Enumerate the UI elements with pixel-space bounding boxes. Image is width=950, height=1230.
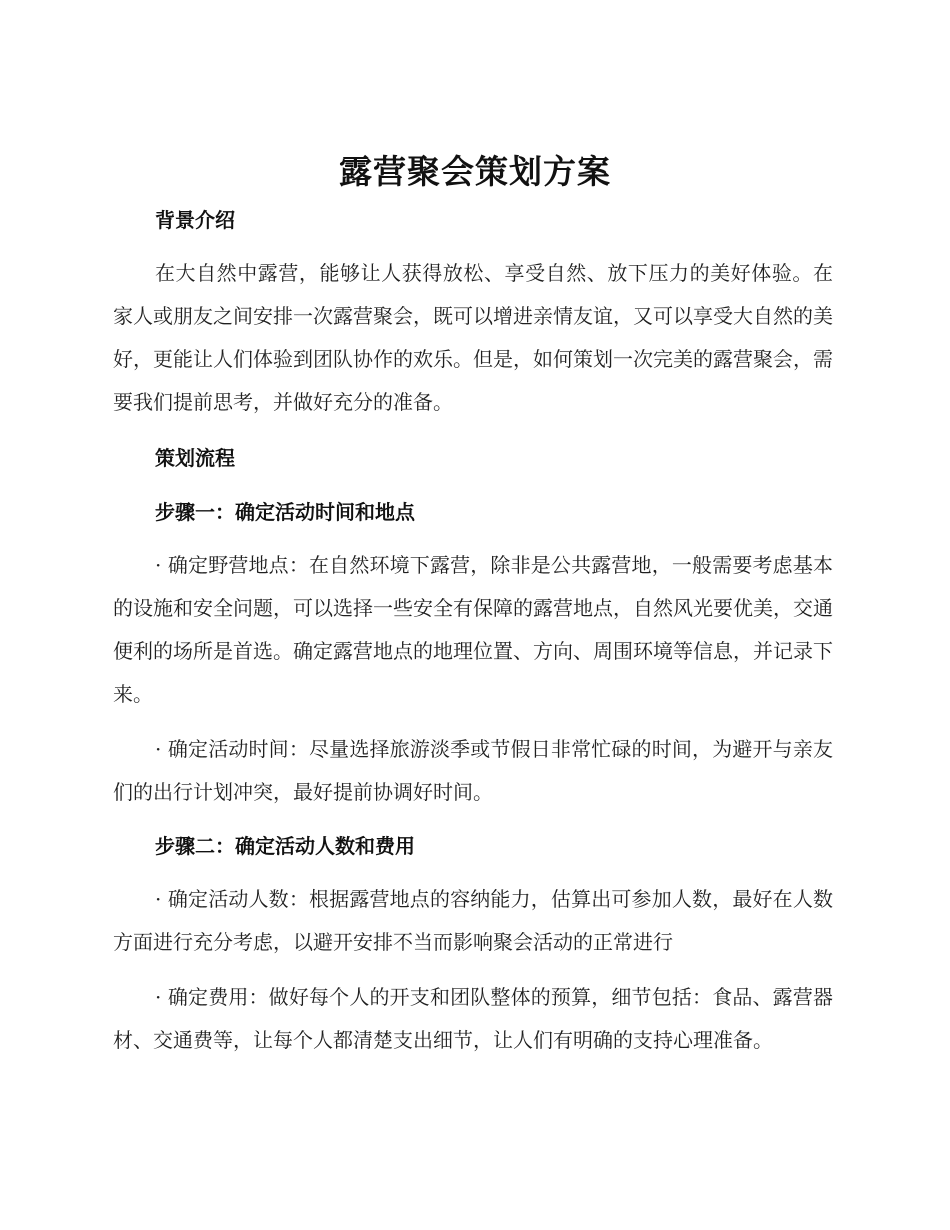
step1-heading: 步骤一：确定活动时间和地点 [155, 500, 415, 524]
background-paragraph: 在大自然中露营，能够让人获得放松、享受自然、放下压力的美好体验。在家人或朋友之间安排一次露营聚会，既可以增进亲情友谊，又可以享受大自然的美好，更能让人们体验到团队协作的欢乐。但是，如何策划一次完美的露营聚会，需要我们提前思考，并做好充分的准备。 [113, 261, 833, 414]
step2-item-cost: · 确定费用：做好每个人的开支和团队整体的预算，细节包括：食品、露营器材、交通费等，让每个人都清楚支出细节，让人们有明确的支持心理准备。 [113, 985, 833, 1052]
step2-item-people: · 确定活动人数：根据露营地点的容纳能力，估算出可参加人数，最好在人数方面进行充分考虑，以避开安排不当而影响聚会活动的正常进行 [113, 887, 833, 954]
step1-item-time: · 确定活动时间：尽量选择旅游淡季或节假日非常忙碌的时间，为避开与亲友们的出行计划冲突，最好提前协调好时间。 [113, 737, 833, 804]
step1-item-location: · 确定野营地点：在自然环境下露营，除非是公共露营地，一般需要考虑基本的设施和安全问题，可以选择一些安全有保障的露营地点，自然风光要优美，交通便利的场所是首选。确定露营地点的地理位置、方向、周围环境等信息，并记录下来。 [113, 553, 833, 706]
step2-heading: 步骤二：确定活动人数和费用 [155, 834, 415, 858]
process-heading: 策划流程 [155, 446, 235, 470]
document-body [113, 200, 833, 1062]
document-title: 露营聚会策划方案 [339, 152, 611, 191]
background-heading: 背景介绍 [155, 208, 235, 232]
